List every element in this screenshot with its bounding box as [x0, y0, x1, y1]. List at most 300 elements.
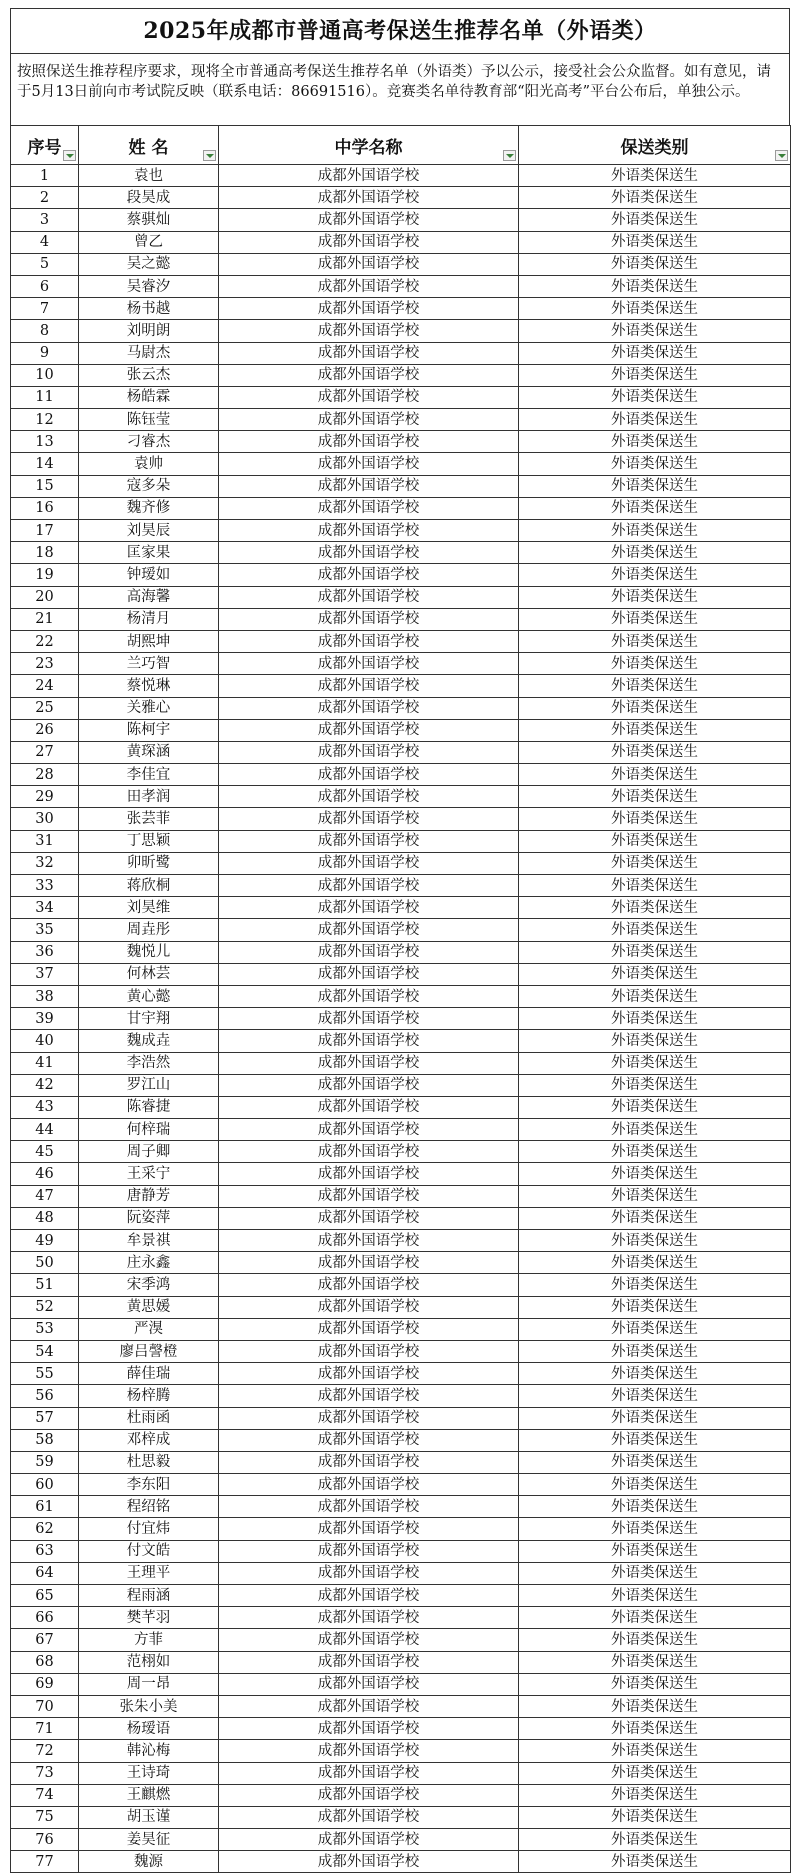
cell-category: 外语类保送生 — [519, 386, 791, 408]
cell-school: 成都外国语学校 — [219, 1629, 519, 1651]
cell-category: 外语类保送生 — [519, 1829, 791, 1851]
cell-category: 外语类保送生 — [519, 1274, 791, 1296]
cell-category: 外语类保送生 — [519, 1340, 791, 1362]
table-body — [11, 165, 791, 1873]
cell-school: 成都外国语学校 — [219, 741, 519, 763]
cell-name: 廖吕謦橙 — [79, 1340, 219, 1362]
cell-category: 外语类保送生 — [519, 1141, 791, 1163]
cell-category: 外语类保送生 — [519, 1008, 791, 1030]
cell-school: 成都外国语学校 — [219, 1119, 519, 1141]
table-row — [11, 786, 791, 808]
cell-school: 成都外国语学校 — [219, 786, 519, 808]
cell-name: 魏齐修 — [79, 497, 219, 519]
cell-index: 33 — [11, 875, 79, 897]
cell-index: 16 — [11, 497, 79, 519]
table-row — [11, 1784, 791, 1806]
table-row — [11, 1695, 791, 1717]
cell-name: 卯昕鹭 — [79, 852, 219, 874]
cell-school: 成都外国语学校 — [219, 431, 519, 453]
cell-index: 9 — [11, 342, 79, 364]
cell-index: 61 — [11, 1496, 79, 1518]
cell-index: 69 — [11, 1673, 79, 1695]
table-row — [11, 364, 791, 386]
cell-school: 成都外国语学校 — [219, 897, 519, 919]
document-title: 2025年成都市普通高考保送生推荐名单（外语类） — [10, 8, 790, 53]
table-row — [11, 1363, 791, 1385]
cell-name: 黄心懿 — [79, 985, 219, 1007]
cell-index: 20 — [11, 586, 79, 608]
table-row — [11, 1274, 791, 1296]
table-row — [11, 897, 791, 919]
cell-category: 外语类保送生 — [519, 697, 791, 719]
table-row — [11, 1851, 791, 1873]
cell-school: 成都外国语学校 — [219, 1096, 519, 1118]
cell-name: 杨清月 — [79, 608, 219, 630]
cell-school: 成都外国语学校 — [219, 941, 519, 963]
cell-name: 罗江山 — [79, 1074, 219, 1096]
cell-index: 57 — [11, 1407, 79, 1429]
table-row — [11, 1074, 791, 1096]
cell-school: 成都外国语学校 — [219, 231, 519, 253]
cell-index: 59 — [11, 1451, 79, 1473]
table-row — [11, 564, 791, 586]
cell-category: 外语类保送生 — [519, 1185, 791, 1207]
table-row — [11, 1008, 791, 1030]
table-row — [11, 586, 791, 608]
table-row — [11, 1207, 791, 1229]
cell-index: 68 — [11, 1651, 79, 1673]
table-row — [11, 187, 791, 209]
cell-index: 43 — [11, 1096, 79, 1118]
cell-school: 成都外国语学校 — [219, 1518, 519, 1540]
cell-index: 17 — [11, 520, 79, 542]
cell-name: 魏成垚 — [79, 1030, 219, 1052]
table-row — [11, 1052, 791, 1074]
cell-category: 外语类保送生 — [519, 941, 791, 963]
table-row — [11, 719, 791, 741]
cell-index: 3 — [11, 209, 79, 231]
cell-school: 成都外国语学校 — [219, 386, 519, 408]
cell-name: 何林芸 — [79, 963, 219, 985]
cell-name: 刘昊辰 — [79, 520, 219, 542]
cell-index: 25 — [11, 697, 79, 719]
table-row — [11, 852, 791, 874]
cell-school: 成都外国语学校 — [219, 342, 519, 364]
cell-name: 张朱小美 — [79, 1695, 219, 1717]
header-index-label: 序号 — [27, 137, 62, 158]
cell-name: 樊芊羽 — [79, 1607, 219, 1629]
table-row — [11, 1740, 791, 1762]
cell-name: 兰巧智 — [79, 653, 219, 675]
cell-name: 刘昊维 — [79, 897, 219, 919]
cell-school: 成都外国语学校 — [219, 1008, 519, 1030]
cell-category: 外语类保送生 — [519, 1806, 791, 1828]
cell-category: 外语类保送生 — [519, 586, 791, 608]
cell-name: 刁睿杰 — [79, 431, 219, 453]
header-name — [79, 126, 219, 165]
cell-category: 外语类保送生 — [519, 320, 791, 342]
cell-category: 外语类保送生 — [519, 1496, 791, 1518]
cell-category: 外语类保送生 — [519, 453, 791, 475]
cell-category: 外语类保送生 — [519, 985, 791, 1007]
cell-school: 成都外国语学校 — [219, 1274, 519, 1296]
cell-school: 成都外国语学校 — [219, 586, 519, 608]
table-row — [11, 1096, 791, 1118]
table-row — [11, 298, 791, 320]
cell-category: 外语类保送生 — [519, 1096, 791, 1118]
table-row — [11, 675, 791, 697]
cell-category: 外语类保送生 — [519, 653, 791, 675]
cell-name: 方菲 — [79, 1629, 219, 1651]
cell-index: 15 — [11, 475, 79, 497]
cell-index: 6 — [11, 275, 79, 297]
table-row — [11, 1252, 791, 1274]
cell-index: 34 — [11, 897, 79, 919]
cell-index: 44 — [11, 1119, 79, 1141]
cell-category: 外语类保送生 — [519, 1629, 791, 1651]
cell-school: 成都外国语学校 — [219, 187, 519, 209]
cell-category: 外语类保送生 — [519, 1651, 791, 1673]
cell-name: 陈柯宇 — [79, 719, 219, 741]
table-row — [11, 1673, 791, 1695]
cell-school: 成都外国语学校 — [219, 1385, 519, 1407]
header-school-label: 中学名称 — [334, 137, 403, 158]
cell-category: 外语类保送生 — [519, 1230, 791, 1252]
table-row — [11, 1496, 791, 1518]
cell-index: 76 — [11, 1829, 79, 1851]
cell-school: 成都外国语学校 — [219, 919, 519, 941]
header-school — [219, 126, 519, 165]
cell-index: 1 — [11, 165, 79, 187]
cell-index: 21 — [11, 608, 79, 630]
cell-name: 高海馨 — [79, 586, 219, 608]
cell-index: 22 — [11, 630, 79, 652]
cell-index: 32 — [11, 852, 79, 874]
cell-category: 外语类保送生 — [519, 1318, 791, 1340]
cell-name: 付文皓 — [79, 1540, 219, 1562]
table-row — [11, 1585, 791, 1607]
cell-name: 蔡骐灿 — [79, 209, 219, 231]
cell-school: 成都外国语学校 — [219, 1407, 519, 1429]
cell-school: 成都外国语学校 — [219, 675, 519, 697]
table-row — [11, 253, 791, 275]
cell-category: 外语类保送生 — [519, 253, 791, 275]
cell-index: 39 — [11, 1008, 79, 1030]
cell-school: 成都外国语学校 — [219, 1851, 519, 1873]
table-row — [11, 1806, 791, 1828]
table-row — [11, 475, 791, 497]
table-row — [11, 1296, 791, 1318]
cell-category: 外语类保送生 — [519, 542, 791, 564]
table-row — [11, 830, 791, 852]
cell-school: 成都外国语学校 — [219, 497, 519, 519]
table-row — [11, 963, 791, 985]
table-row — [11, 1340, 791, 1362]
cell-category: 外语类保送生 — [519, 875, 791, 897]
table-row — [11, 342, 791, 364]
cell-category: 外语类保送生 — [519, 963, 791, 985]
table-row — [11, 409, 791, 431]
cell-school: 成都外国语学校 — [219, 1585, 519, 1607]
cell-school: 成都外国语学校 — [219, 542, 519, 564]
cell-name: 何梓瑞 — [79, 1119, 219, 1141]
cell-category: 外语类保送生 — [519, 830, 791, 852]
table-row — [11, 209, 791, 231]
table-row — [11, 320, 791, 342]
cell-school: 成都外国语学校 — [219, 364, 519, 386]
cell-category: 外语类保送生 — [519, 1451, 791, 1473]
cell-name: 李东阳 — [79, 1474, 219, 1496]
cell-index: 60 — [11, 1474, 79, 1496]
table-row — [11, 653, 791, 675]
table-row — [11, 497, 791, 519]
cell-category: 外语类保送生 — [519, 187, 791, 209]
cell-index: 40 — [11, 1030, 79, 1052]
cell-index: 50 — [11, 1252, 79, 1274]
cell-name: 曾乙 — [79, 231, 219, 253]
recommendation-table — [10, 125, 791, 1873]
cell-name: 吴之懿 — [79, 253, 219, 275]
cell-category: 外语类保送生 — [519, 719, 791, 741]
cell-category: 外语类保送生 — [519, 1562, 791, 1584]
cell-index: 19 — [11, 564, 79, 586]
cell-category: 外语类保送生 — [519, 1762, 791, 1784]
cell-index: 52 — [11, 1296, 79, 1318]
cell-school: 成都外国语学校 — [219, 697, 519, 719]
cell-school: 成都外国语学校 — [219, 475, 519, 497]
table-row — [11, 1318, 791, 1340]
cell-school: 成都外国语学校 — [219, 875, 519, 897]
cell-school: 成都外国语学校 — [219, 1318, 519, 1340]
cell-name: 杜雨函 — [79, 1407, 219, 1429]
cell-name: 韩沁梅 — [79, 1740, 219, 1762]
cell-index: 11 — [11, 386, 79, 408]
cell-category: 外语类保送生 — [519, 1407, 791, 1429]
cell-index: 56 — [11, 1385, 79, 1407]
cell-index: 12 — [11, 409, 79, 431]
cell-name: 胡熙坤 — [79, 630, 219, 652]
cell-name: 马尉杰 — [79, 342, 219, 364]
cell-school: 成都外国语学校 — [219, 608, 519, 630]
cell-name: 邓梓成 — [79, 1429, 219, 1451]
cell-category: 外语类保送生 — [519, 1385, 791, 1407]
cell-name: 王采宁 — [79, 1163, 219, 1185]
cell-category: 外语类保送生 — [519, 786, 791, 808]
cell-name: 黄思媛 — [79, 1296, 219, 1318]
cell-category: 外语类保送生 — [519, 808, 791, 830]
cell-school: 成都外国语学校 — [219, 209, 519, 231]
cell-school: 成都外国语学校 — [219, 719, 519, 741]
cell-name: 唐静芳 — [79, 1185, 219, 1207]
cell-index: 49 — [11, 1230, 79, 1252]
cell-index: 47 — [11, 1185, 79, 1207]
table-row — [11, 1429, 791, 1451]
cell-school: 成都外国语学校 — [219, 1474, 519, 1496]
cell-school: 成都外国语学校 — [219, 564, 519, 586]
cell-school: 成都外国语学校 — [219, 320, 519, 342]
cell-index: 2 — [11, 187, 79, 209]
cell-name: 田孝润 — [79, 786, 219, 808]
cell-category: 外语类保送生 — [519, 1851, 791, 1873]
cell-name: 蒋欣桐 — [79, 875, 219, 897]
filter-dropdown-icon[interactable] — [775, 150, 788, 161]
cell-name: 丁思颖 — [79, 830, 219, 852]
cell-school: 成都外国语学校 — [219, 630, 519, 652]
table-row — [11, 1119, 791, 1141]
table-row — [11, 386, 791, 408]
header-category — [519, 126, 791, 165]
cell-school: 成都外国语学校 — [219, 520, 519, 542]
cell-index: 31 — [11, 830, 79, 852]
table-row — [11, 697, 791, 719]
cell-name: 杨皓霖 — [79, 386, 219, 408]
cell-category: 外语类保送生 — [519, 231, 791, 253]
cell-name: 杨梓腾 — [79, 1385, 219, 1407]
cell-school: 成都外国语学校 — [219, 1651, 519, 1673]
filter-dropdown-icon[interactable] — [503, 150, 516, 161]
cell-school: 成都外国语学校 — [219, 1718, 519, 1740]
table-row — [11, 764, 791, 786]
header-name-label: 姓 名 — [128, 137, 169, 158]
cell-school: 成都外国语学校 — [219, 409, 519, 431]
cell-name: 周子卿 — [79, 1141, 219, 1163]
cell-index: 37 — [11, 963, 79, 985]
table-row — [11, 1474, 791, 1496]
table-row — [11, 1718, 791, 1740]
cell-index: 64 — [11, 1562, 79, 1584]
cell-school: 成都外国语学校 — [219, 1185, 519, 1207]
cell-name: 宋季鸿 — [79, 1274, 219, 1296]
cell-name: 李浩然 — [79, 1052, 219, 1074]
cell-index: 35 — [11, 919, 79, 941]
filter-dropdown-icon[interactable] — [203, 150, 216, 161]
cell-category: 外语类保送生 — [519, 1363, 791, 1385]
cell-category: 外语类保送生 — [519, 1540, 791, 1562]
cell-index: 63 — [11, 1540, 79, 1562]
cell-index: 14 — [11, 453, 79, 475]
filter-dropdown-icon[interactable] — [63, 150, 76, 161]
header-category-label: 保送类别 — [620, 137, 689, 158]
cell-school: 成都外国语学校 — [219, 1074, 519, 1096]
cell-name: 庄永鑫 — [79, 1252, 219, 1274]
cell-school: 成都外国语学校 — [219, 298, 519, 320]
cell-school: 成都外国语学校 — [219, 1829, 519, 1851]
cell-name: 袁帅 — [79, 453, 219, 475]
table-row — [11, 165, 791, 187]
cell-index: 28 — [11, 764, 79, 786]
cell-index: 42 — [11, 1074, 79, 1096]
cell-name: 王诗琦 — [79, 1762, 219, 1784]
document-sheet — [10, 8, 790, 1873]
table-row — [11, 275, 791, 297]
cell-index: 29 — [11, 786, 79, 808]
cell-category: 外语类保送生 — [519, 1784, 791, 1806]
cell-index: 7 — [11, 298, 79, 320]
cell-school: 成都外国语学校 — [219, 1207, 519, 1229]
cell-index: 70 — [11, 1695, 79, 1717]
cell-school: 成都外国语学校 — [219, 1607, 519, 1629]
table-row — [11, 1030, 791, 1052]
cell-category: 外语类保送生 — [519, 342, 791, 364]
cell-school: 成都外国语学校 — [219, 453, 519, 475]
cell-name: 甘宇翔 — [79, 1008, 219, 1030]
cell-index: 13 — [11, 431, 79, 453]
cell-category: 外语类保送生 — [519, 1518, 791, 1540]
cell-category: 外语类保送生 — [519, 630, 791, 652]
cell-category: 外语类保送生 — [519, 1052, 791, 1074]
cell-school: 成都外国语学校 — [219, 1429, 519, 1451]
cell-school: 成都外国语学校 — [219, 1252, 519, 1274]
cell-category: 外语类保送生 — [519, 209, 791, 231]
table-row — [11, 808, 791, 830]
cell-name: 杨书越 — [79, 298, 219, 320]
cell-name: 付宜炜 — [79, 1518, 219, 1540]
cell-school: 成都外国语学校 — [219, 653, 519, 675]
cell-name: 吴睿汐 — [79, 275, 219, 297]
table-row — [11, 1540, 791, 1562]
table-row — [11, 741, 791, 763]
cell-name: 黄琛涵 — [79, 741, 219, 763]
cell-category: 外语类保送生 — [519, 564, 791, 586]
cell-index: 38 — [11, 985, 79, 1007]
cell-name: 王麒燃 — [79, 1784, 219, 1806]
cell-name: 胡玉谨 — [79, 1806, 219, 1828]
cell-category: 外语类保送生 — [519, 1252, 791, 1274]
cell-school: 成都外国语学校 — [219, 1762, 519, 1784]
cell-school: 成都外国语学校 — [219, 1163, 519, 1185]
table-row — [11, 1562, 791, 1584]
cell-name: 牟景祺 — [79, 1230, 219, 1252]
cell-school: 成都外国语学校 — [219, 1340, 519, 1362]
cell-index: 45 — [11, 1141, 79, 1163]
cell-category: 外语类保送生 — [519, 1718, 791, 1740]
cell-name: 袁也 — [79, 165, 219, 187]
cell-school: 成都外国语学校 — [219, 1740, 519, 1762]
cell-category: 外语类保送生 — [519, 608, 791, 630]
cell-name: 魏源 — [79, 1851, 219, 1873]
cell-school: 成都外国语学校 — [219, 1296, 519, 1318]
cell-school: 成都外国语学校 — [219, 165, 519, 187]
cell-index: 18 — [11, 542, 79, 564]
cell-name: 刘明朗 — [79, 320, 219, 342]
cell-category: 外语类保送生 — [519, 165, 791, 187]
cell-index: 65 — [11, 1585, 79, 1607]
cell-index: 67 — [11, 1629, 79, 1651]
cell-category: 外语类保送生 — [519, 1740, 791, 1762]
cell-school: 成都外国语学校 — [219, 1806, 519, 1828]
cell-category: 外语类保送生 — [519, 1673, 791, 1695]
cell-name: 匡家果 — [79, 542, 219, 564]
cell-category: 外语类保送生 — [519, 1695, 791, 1717]
cell-school: 成都外国语学校 — [219, 1052, 519, 1074]
cell-index: 10 — [11, 364, 79, 386]
cell-category: 外语类保送生 — [519, 364, 791, 386]
cell-name: 陈睿捷 — [79, 1096, 219, 1118]
cell-name: 张芸菲 — [79, 808, 219, 830]
cell-school: 成都外国语学校 — [219, 1363, 519, 1385]
cell-school: 成都外国语学校 — [219, 1141, 519, 1163]
notice-text: 按照保送生推荐程序要求，现将全市普通高考保送生推荐名单（外语类）予以公示，接受社会公众监督。如有意见，请于5月13日前向市考试院反映（联系电话：86691516）。竞赛类名单待教育部“阳光高考”平台公布后，单独公示。 — [10, 53, 790, 125]
cell-school: 成都外国语学校 — [219, 830, 519, 852]
cell-category: 外语类保送生 — [519, 764, 791, 786]
table-row — [11, 1230, 791, 1252]
cell-index: 73 — [11, 1762, 79, 1784]
cell-category: 外语类保送生 — [519, 852, 791, 874]
cell-category: 外语类保送生 — [519, 475, 791, 497]
cell-category: 外语类保送生 — [519, 1030, 791, 1052]
cell-school: 成都外国语学校 — [219, 808, 519, 830]
cell-school: 成都外国语学校 — [219, 1695, 519, 1717]
